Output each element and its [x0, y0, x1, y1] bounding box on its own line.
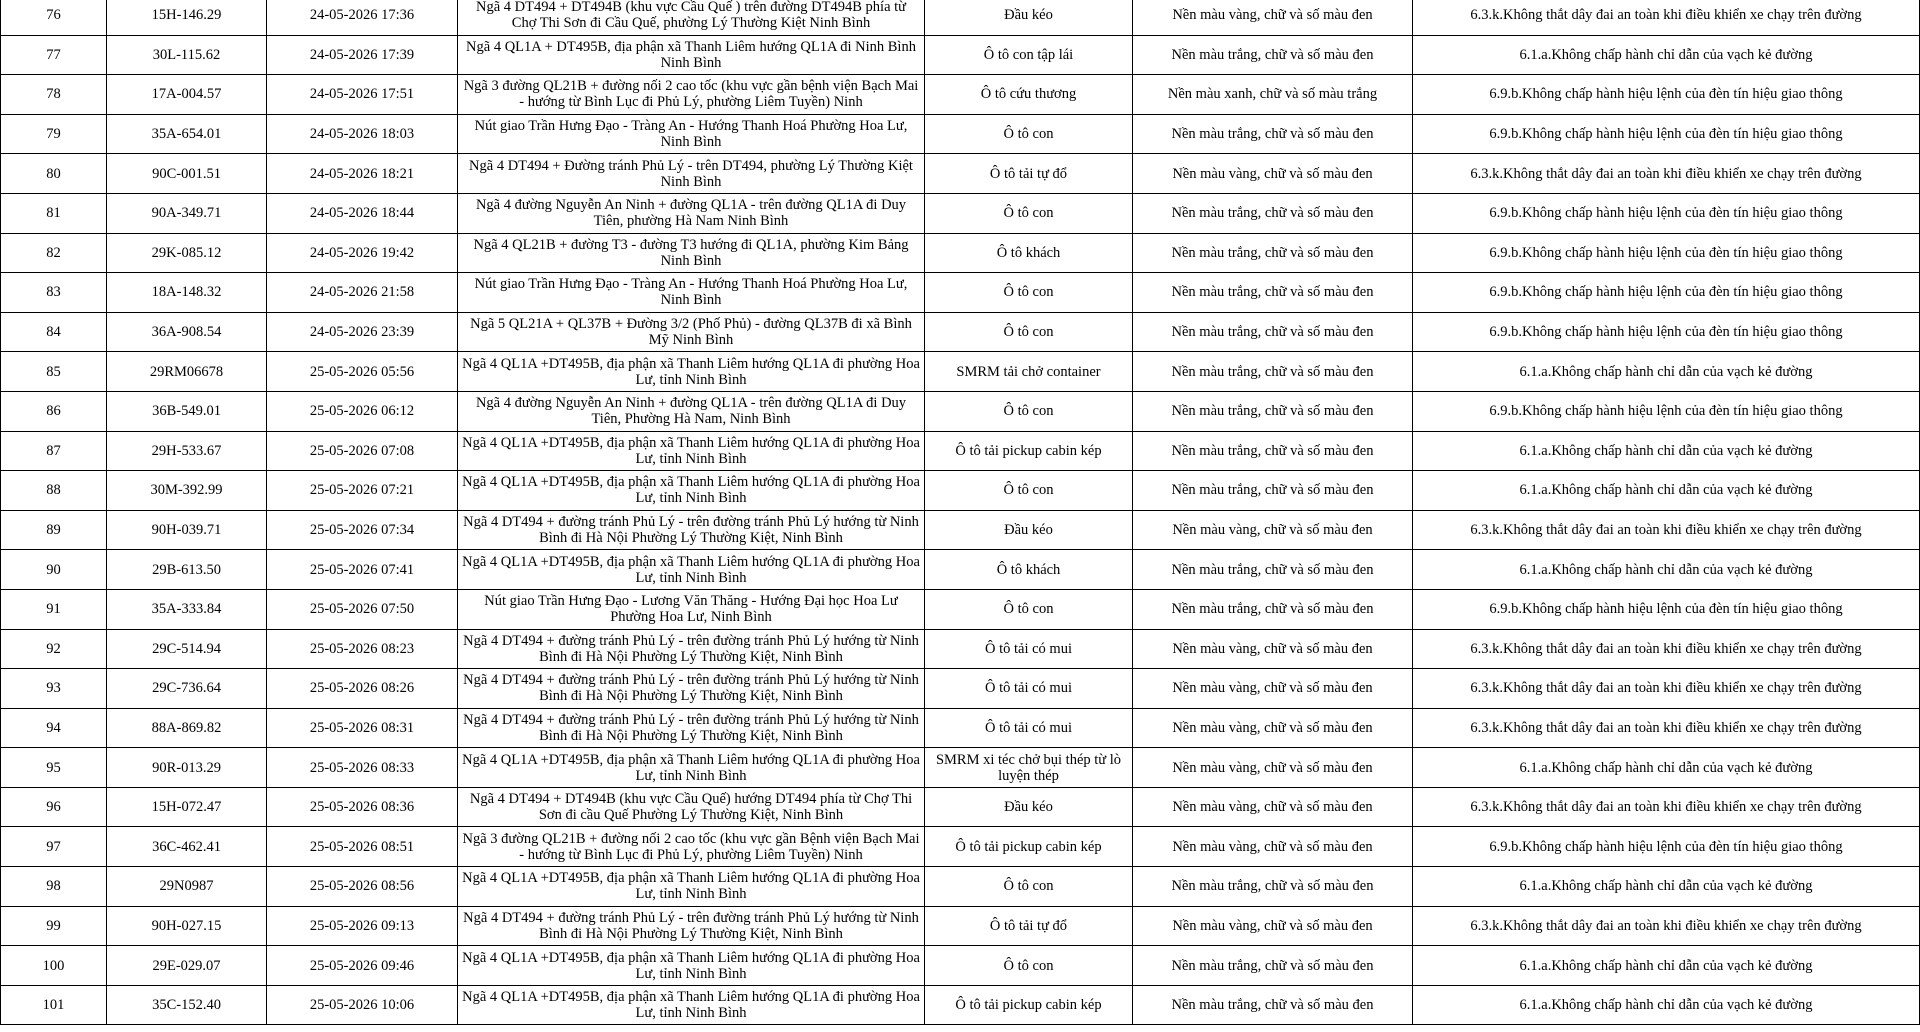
- table-row: [1, 827, 1920, 867]
- table-row: [1, 906, 1920, 946]
- violation-cell: 6.1.a.Không chấp hành chỉ dẫn của vạch kẻ đường: [1413, 748, 1920, 788]
- plate-color-cell: Nền màu trắng, chữ và số màu đen: [1133, 431, 1413, 471]
- license-plate-cell: 29E-029.07: [107, 946, 267, 986]
- table-row: [1, 867, 1920, 907]
- plate-color-cell: Nền màu vàng, chữ và số màu đen: [1133, 708, 1413, 748]
- location-cell: Ngã 4 đường Nguyễn An Ninh + đường QL1A - trên đường QL1A đi Duy Tiên, Phường Hà Nam, Ninh Bình: [458, 391, 925, 431]
- violation-time-cell: 25-05-2026 08:51: [267, 827, 458, 867]
- vehicle-type-cell: Ô tô con: [925, 867, 1133, 907]
- plate-color-cell: Nền màu vàng, chữ và số màu đen: [1133, 748, 1413, 788]
- vehicle-type-cell: Ô tô con: [925, 273, 1133, 313]
- location-cell: Ngã 4 DT494 + đường tránh Phủ Lý - trên đường tránh Phủ Lý hướng từ Ninh Bình đi Hà Nội Phường Lý Thường Kiệt, Ninh Bình: [458, 669, 925, 709]
- violation-cell: 6.9.b.Không chấp hành hiệu lệnh của đèn tín hiệu giao thông: [1413, 193, 1920, 233]
- violation-time-cell: 25-05-2026 08:56: [267, 867, 458, 907]
- license-plate-cell: 90H-027.15: [107, 906, 267, 946]
- violation-time-cell: 25-05-2026 07:21: [267, 471, 458, 511]
- table-row: [1, 114, 1920, 154]
- violation-time-cell: 25-05-2026 07:41: [267, 550, 458, 590]
- violation-cell: 6.9.b.Không chấp hành hiệu lệnh của đèn tín hiệu giao thông: [1413, 114, 1920, 154]
- license-plate-cell: 29N0987: [107, 867, 267, 907]
- location-cell: Ngã 4 DT494 + Đường tránh Phủ Lý - trên DT494, phường Lý Thường Kiệt Ninh Bình: [458, 154, 925, 194]
- location-cell: Nút giao Trần Hưng Đạo - Tràng An - Hướng Thanh Hoá Phường Hoa Lư, Ninh Bình: [458, 114, 925, 154]
- location-cell: Ngã 4 QL1A +DT495B, địa phận xã Thanh Liêm hướng QL1A đi phường Hoa Lư, tỉnh Ninh Bình: [458, 471, 925, 511]
- location-cell: Ngã 5 QL21A + QL37B + Đường 3/2 (Phố Phủ) - đường QL37B đi xã Bình Mỹ Ninh Bình: [458, 312, 925, 352]
- license-plate-cell: 30M-392.99: [107, 471, 267, 511]
- violation-time-cell: 24-05-2026 18:21: [267, 154, 458, 194]
- table-row: [1, 273, 1920, 313]
- license-plate-cell: 29C-736.64: [107, 669, 267, 709]
- table-row: [1, 431, 1920, 471]
- row-number-cell: 101: [1, 985, 107, 1025]
- table-row: [1, 748, 1920, 788]
- location-cell: Nút giao Trần Hưng Đạo - Lương Văn Thăng - Hướng Đại học Hoa Lư Phường Hoa Lư, Ninh Bình: [458, 589, 925, 629]
- row-number-cell: 87: [1, 431, 107, 471]
- vehicle-type-cell: SMRM xi téc chở bụi thép từ lò luyện thép: [925, 748, 1133, 788]
- row-number-cell: 98: [1, 867, 107, 907]
- license-plate-cell: 29RM06678: [107, 352, 267, 392]
- row-number-cell: 83: [1, 273, 107, 313]
- violation-time-cell: 24-05-2026 21:58: [267, 273, 458, 313]
- plate-color-cell: Nền màu trắng, chữ và số màu đen: [1133, 233, 1413, 273]
- vehicle-type-cell: Ô tô khách: [925, 233, 1133, 273]
- table-row: [1, 708, 1920, 748]
- violation-time-cell: 25-05-2026 10:06: [267, 985, 458, 1025]
- row-number-cell: 89: [1, 510, 107, 550]
- row-number-cell: 77: [1, 35, 107, 75]
- table-row: [1, 946, 1920, 986]
- violation-time-cell: 25-05-2026 09:13: [267, 906, 458, 946]
- plate-color-cell: Nền màu vàng, chữ và số màu đen: [1133, 669, 1413, 709]
- row-number-cell: 90: [1, 550, 107, 590]
- plate-color-cell: Nền màu trắng, chữ và số màu đen: [1133, 946, 1413, 986]
- vehicle-type-cell: Ô tô tải có mui: [925, 669, 1133, 709]
- license-plate-cell: 90C-001.51: [107, 154, 267, 194]
- location-cell: Ngã 4 DT494 + đường tránh Phủ Lý - trên đường tránh Phủ Lý hướng từ Ninh Bình đi Hà Nội Phường Lý Thường Kiệt, Ninh Bình: [458, 906, 925, 946]
- location-cell: Nút giao Trần Hưng Đạo - Tràng An - Hướng Thanh Hoá Phường Hoa Lư, Ninh Bình: [458, 273, 925, 313]
- plate-color-cell: Nền màu trắng, chữ và số màu đen: [1133, 312, 1413, 352]
- license-plate-cell: 90R-013.29: [107, 748, 267, 788]
- location-cell: Ngã 4 QL1A +DT495B, địa phận xã Thanh Liêm hướng QL1A đi phường Hoa Lư, tỉnh Ninh Bình: [458, 550, 925, 590]
- violation-cell: 6.1.a.Không chấp hành chỉ dẫn của vạch kẻ đường: [1413, 985, 1920, 1025]
- plate-color-cell: Nền màu xanh, chữ và số màu trắng: [1133, 75, 1413, 115]
- plate-color-cell: Nền màu trắng, chữ và số màu đen: [1133, 550, 1413, 590]
- violation-time-cell: 25-05-2026 07:34: [267, 510, 458, 550]
- plate-color-cell: Nền màu trắng, chữ và số màu đen: [1133, 193, 1413, 233]
- plate-color-cell: Nền màu trắng, chữ và số màu đen: [1133, 471, 1413, 511]
- table-row: [1, 352, 1920, 392]
- violation-time-cell: 24-05-2026 23:39: [267, 312, 458, 352]
- violation-time-cell: 24-05-2026 17:51: [267, 75, 458, 115]
- violation-time-cell: 25-05-2026 06:12: [267, 391, 458, 431]
- violation-time-cell: 24-05-2026 18:44: [267, 193, 458, 233]
- table-row: [1, 669, 1920, 709]
- plate-color-cell: Nền màu trắng, chữ và số màu đen: [1133, 273, 1413, 313]
- plate-color-cell: Nền màu trắng, chữ và số màu đen: [1133, 114, 1413, 154]
- license-plate-cell: 29K-085.12: [107, 233, 267, 273]
- plate-color-cell: Nền màu vàng, chữ và số màu đen: [1133, 906, 1413, 946]
- license-plate-cell: 15H-072.47: [107, 787, 267, 827]
- violation-time-cell: 24-05-2026 17:39: [267, 35, 458, 75]
- violation-time-cell: 25-05-2026 05:56: [267, 352, 458, 392]
- violation-cell: 6.3.k.Không thắt dây đai an toàn khi điều khiển xe chạy trên đường: [1413, 629, 1920, 669]
- license-plate-cell: 36B-549.01: [107, 391, 267, 431]
- license-plate-cell: 17A-004.57: [107, 75, 267, 115]
- violation-time-cell: 25-05-2026 08:31: [267, 708, 458, 748]
- row-number-cell: 81: [1, 193, 107, 233]
- vehicle-type-cell: Ô tô con: [925, 312, 1133, 352]
- location-cell: Ngã 4 DT494 + DT494B (khu vực Cầu Quế) hướng DT494 phía từ Chợ Thi Sơn đi cầu Quế Phường Lý Thường Kiệt, Ninh Bình: [458, 787, 925, 827]
- plate-color-cell: Nền màu vàng, chữ và số màu đen: [1133, 154, 1413, 194]
- location-cell: Ngã 4 QL1A +DT495B, địa phận xã Thanh Liêm hướng QL1A đi phường Hoa Lư, tỉnh Ninh Bình: [458, 748, 925, 788]
- violation-time-cell: 24-05-2026 17:36: [267, 0, 458, 35]
- location-cell: Ngã 3 đường QL21B + đường nối 2 cao tốc (khu vực gần Bệnh viện Bạch Mai - hướng từ Bình Lục đi Phủ Lý, phường Liêm Tuyền) Ninh: [458, 827, 925, 867]
- location-cell: Ngã 4 QL1A +DT495B, địa phận xã Thanh Liêm hướng QL1A đi phường Hoa Lư, tỉnh Ninh Bình: [458, 352, 925, 392]
- license-plate-cell: 35C-152.40: [107, 985, 267, 1025]
- row-number-cell: 85: [1, 352, 107, 392]
- plate-color-cell: Nền màu vàng, chữ và số màu đen: [1133, 827, 1413, 867]
- plate-color-cell: Nền màu vàng, chữ và số màu đen: [1133, 510, 1413, 550]
- table-row: [1, 985, 1920, 1025]
- violation-cell: 6.3.k.Không thắt dây đai an toàn khi điều khiển xe chạy trên đường: [1413, 510, 1920, 550]
- row-number-cell: 94: [1, 708, 107, 748]
- table-row: [1, 193, 1920, 233]
- table-row: [1, 75, 1920, 115]
- vehicle-type-cell: Ô tô khách: [925, 550, 1133, 590]
- violation-cell: 6.3.k.Không thắt dây đai an toàn khi điều khiển xe chạy trên đường: [1413, 787, 1920, 827]
- row-number-cell: 78: [1, 75, 107, 115]
- location-cell: Ngã 4 DT494 + đường tránh Phủ Lý - trên đường tránh Phủ Lý hướng từ Ninh Bình đi Hà Nội Phường Lý Thường Kiệt, Ninh Bình: [458, 708, 925, 748]
- plate-color-cell: Nền màu trắng, chữ và số màu đen: [1133, 35, 1413, 75]
- row-number-cell: 93: [1, 669, 107, 709]
- violation-cell: 6.1.a.Không chấp hành chỉ dẫn của vạch kẻ đường: [1413, 867, 1920, 907]
- license-plate-cell: 29H-533.67: [107, 431, 267, 471]
- violation-time-cell: 25-05-2026 08:23: [267, 629, 458, 669]
- row-number-cell: 100: [1, 946, 107, 986]
- violation-cell: 6.9.b.Không chấp hành hiệu lệnh của đèn tín hiệu giao thông: [1413, 589, 1920, 629]
- row-number-cell: 88: [1, 471, 107, 511]
- vehicle-type-cell: Ô tô con tập lái: [925, 35, 1133, 75]
- violation-cell: 6.3.k.Không thắt dây đai an toàn khi điều khiển xe chạy trên đường: [1413, 0, 1920, 35]
- table-row: [1, 0, 1920, 35]
- location-cell: Ngã 4 DT494 + đường tránh Phủ Lý - trên đường tránh Phủ Lý hướng từ Ninh Bình đi Hà Nội Phường Lý Thường Kiệt, Ninh Bình: [458, 629, 925, 669]
- vehicle-type-cell: Ô tô tải pickup cabin kép: [925, 985, 1133, 1025]
- violation-time-cell: 25-05-2026 09:46: [267, 946, 458, 986]
- violation-cell: 6.1.a.Không chấp hành chỉ dẫn của vạch kẻ đường: [1413, 471, 1920, 511]
- table-row: [1, 589, 1920, 629]
- violation-cell: 6.3.k.Không thắt dây đai an toàn khi điều khiển xe chạy trên đường: [1413, 906, 1920, 946]
- table-row: [1, 35, 1920, 75]
- violation-cell: 6.1.a.Không chấp hành chỉ dẫn của vạch kẻ đường: [1413, 431, 1920, 471]
- row-number-cell: 99: [1, 906, 107, 946]
- violation-cell: 6.9.b.Không chấp hành hiệu lệnh của đèn tín hiệu giao thông: [1413, 391, 1920, 431]
- row-number-cell: 76: [1, 0, 107, 35]
- vehicle-type-cell: Ô tô con: [925, 114, 1133, 154]
- location-cell: Ngã 4 DT494 + đường tránh Phủ Lý - trên đường tránh Phủ Lý hướng từ Ninh Bình đi Hà Nội Phường Lý Thường Kiệt, Ninh Bình: [458, 510, 925, 550]
- location-cell: Ngã 4 QL21B + đường T3 - đường T3 hướng đi QL1A, phường Kim Bảng Ninh Bình: [458, 233, 925, 273]
- vehicle-type-cell: Đầu kéo: [925, 787, 1133, 827]
- table-row: [1, 471, 1920, 511]
- license-plate-cell: 29C-514.94: [107, 629, 267, 669]
- table-row: [1, 629, 1920, 669]
- violation-time-cell: 25-05-2026 07:08: [267, 431, 458, 471]
- vehicle-type-cell: SMRM tải chở container: [925, 352, 1133, 392]
- violation-cell: 6.9.b.Không chấp hành hiệu lệnh của đèn tín hiệu giao thông: [1413, 312, 1920, 352]
- vehicle-type-cell: Đầu kéo: [925, 0, 1133, 35]
- plate-color-cell: Nền màu trắng, chữ và số màu đen: [1133, 589, 1413, 629]
- violation-cell: 6.3.k.Không thắt dây đai an toàn khi điều khiển xe chạy trên đường: [1413, 669, 1920, 709]
- location-cell: Ngã 3 đường QL21B + đường nối 2 cao tốc (khu vực gần bệnh viện Bạch Mai - hướng từ Bình Lục đi Phủ Lý, phường Liêm Tuyền) Ninh: [458, 75, 925, 115]
- table-row: [1, 233, 1920, 273]
- plate-color-cell: Nền màu vàng, chữ và số màu đen: [1133, 629, 1413, 669]
- plate-color-cell: Nền màu vàng, chữ và số màu đen: [1133, 0, 1413, 35]
- license-plate-cell: 35A-333.84: [107, 589, 267, 629]
- row-number-cell: 97: [1, 827, 107, 867]
- license-plate-cell: 35A-654.01: [107, 114, 267, 154]
- table-row: [1, 510, 1920, 550]
- row-number-cell: 95: [1, 748, 107, 788]
- vehicle-type-cell: Ô tô con: [925, 946, 1133, 986]
- table-row: [1, 550, 1920, 590]
- violation-time-cell: 25-05-2026 07:50: [267, 589, 458, 629]
- vehicle-type-cell: Ô tô tải có mui: [925, 708, 1133, 748]
- row-number-cell: 92: [1, 629, 107, 669]
- row-number-cell: 82: [1, 233, 107, 273]
- violation-time-cell: 24-05-2026 18:03: [267, 114, 458, 154]
- license-plate-cell: 30L-115.62: [107, 35, 267, 75]
- license-plate-cell: 90A-349.71: [107, 193, 267, 233]
- license-plate-cell: 36A-908.54: [107, 312, 267, 352]
- row-number-cell: 86: [1, 391, 107, 431]
- violation-cell: 6.3.k.Không thắt dây đai an toàn khi điều khiển xe chạy trên đường: [1413, 708, 1920, 748]
- plate-color-cell: Nền màu trắng, chữ và số màu đen: [1133, 867, 1413, 907]
- violation-cell: 6.1.a.Không chấp hành chỉ dẫn của vạch kẻ đường: [1413, 352, 1920, 392]
- vehicle-type-cell: Ô tô tải có mui: [925, 629, 1133, 669]
- license-plate-cell: 29B-613.50: [107, 550, 267, 590]
- table-body: [1, 0, 1920, 1025]
- table-row: [1, 312, 1920, 352]
- vehicle-type-cell: Đầu kéo: [925, 510, 1133, 550]
- vehicle-type-cell: Ô tô tải tự đổ: [925, 154, 1133, 194]
- vehicle-type-cell: Ô tô cứu thương: [925, 75, 1133, 115]
- location-cell: Ngã 4 DT494 + DT494B (khu vực Cầu Quế ) trên đường DT494B phía từ Chợ Thi Sơn đi Cầu Quế, phường Lý Thường Kiệt Ninh Bình: [458, 0, 925, 35]
- license-plate-cell: 36C-462.41: [107, 827, 267, 867]
- license-plate-cell: 88A-869.82: [107, 708, 267, 748]
- row-number-cell: 79: [1, 114, 107, 154]
- table-row: [1, 391, 1920, 431]
- location-cell: Ngã 4 QL1A +DT495B, địa phận xã Thanh Liêm hướng QL1A đi phường Hoa Lư, tỉnh Ninh Bình: [458, 946, 925, 986]
- vehicle-type-cell: Ô tô con: [925, 391, 1133, 431]
- violation-cell: 6.1.a.Không chấp hành chỉ dẫn của vạch kẻ đường: [1413, 550, 1920, 590]
- violation-cell: 6.1.a.Không chấp hành chỉ dẫn của vạch kẻ đường: [1413, 946, 1920, 986]
- vehicle-type-cell: Ô tô con: [925, 589, 1133, 629]
- location-cell: Ngã 4 QL1A +DT495B, địa phận xã Thanh Liêm hướng QL1A đi phường Hoa Lư, tỉnh Ninh Bình: [458, 985, 925, 1025]
- location-cell: Ngã 4 đường Nguyễn An Ninh + đường QL1A - trên đường QL1A đi Duy Tiên, phường Hà Nam Ninh Bình: [458, 193, 925, 233]
- vehicle-type-cell: Ô tô tải pickup cabin kép: [925, 827, 1133, 867]
- location-cell: Ngã 4 QL1A + DT495B, địa phận xã Thanh Liêm hướng QL1A đi Ninh Bình Ninh Bình: [458, 35, 925, 75]
- table-row: [1, 787, 1920, 827]
- vehicle-type-cell: Ô tô tải tự đổ: [925, 906, 1133, 946]
- location-cell: Ngã 4 QL1A +DT495B, địa phận xã Thanh Liêm hướng QL1A đi phường Hoa Lư, tỉnh Ninh Bình: [458, 431, 925, 471]
- violation-cell: 6.9.b.Không chấp hành hiệu lệnh của đèn tín hiệu giao thông: [1413, 75, 1920, 115]
- violation-cell: 6.9.b.Không chấp hành hiệu lệnh của đèn tín hiệu giao thông: [1413, 233, 1920, 273]
- plate-color-cell: Nền màu trắng, chữ và số màu đen: [1133, 352, 1413, 392]
- plate-color-cell: Nền màu vàng, chữ và số màu đen: [1133, 787, 1413, 827]
- plate-color-cell: Nền màu trắng, chữ và số màu đen: [1133, 985, 1413, 1025]
- violation-cell: 6.3.k.Không thắt dây đai an toàn khi điều khiển xe chạy trên đường: [1413, 154, 1920, 194]
- violation-time-cell: 24-05-2026 19:42: [267, 233, 458, 273]
- row-number-cell: 91: [1, 589, 107, 629]
- vehicle-type-cell: Ô tô con: [925, 193, 1133, 233]
- license-plate-cell: 15H-146.29: [107, 0, 267, 35]
- violation-cell: 6.9.b.Không chấp hành hiệu lệnh của đèn tín hiệu giao thông: [1413, 827, 1920, 867]
- violation-time-cell: 25-05-2026 08:36: [267, 787, 458, 827]
- violation-time-cell: 25-05-2026 08:26: [267, 669, 458, 709]
- plate-color-cell: Nền màu trắng, chữ và số màu đen: [1133, 391, 1413, 431]
- vehicle-type-cell: Ô tô tải pickup cabin kép: [925, 431, 1133, 471]
- table-row: [1, 154, 1920, 194]
- location-cell: Ngã 4 QL1A +DT495B, địa phận xã Thanh Liêm hướng QL1A đi phường Hoa Lư, tỉnh Ninh Bình: [458, 867, 925, 907]
- vehicle-type-cell: Ô tô con: [925, 471, 1133, 511]
- row-number-cell: 84: [1, 312, 107, 352]
- violation-time-cell: 25-05-2026 08:33: [267, 748, 458, 788]
- row-number-cell: 80: [1, 154, 107, 194]
- license-plate-cell: 90H-039.71: [107, 510, 267, 550]
- violation-cell: 6.1.a.Không chấp hành chỉ dẫn của vạch kẻ đường: [1413, 35, 1920, 75]
- row-number-cell: 96: [1, 787, 107, 827]
- violation-cell: 6.9.b.Không chấp hành hiệu lệnh của đèn tín hiệu giao thông: [1413, 273, 1920, 313]
- license-plate-cell: 18A-148.32: [107, 273, 267, 313]
